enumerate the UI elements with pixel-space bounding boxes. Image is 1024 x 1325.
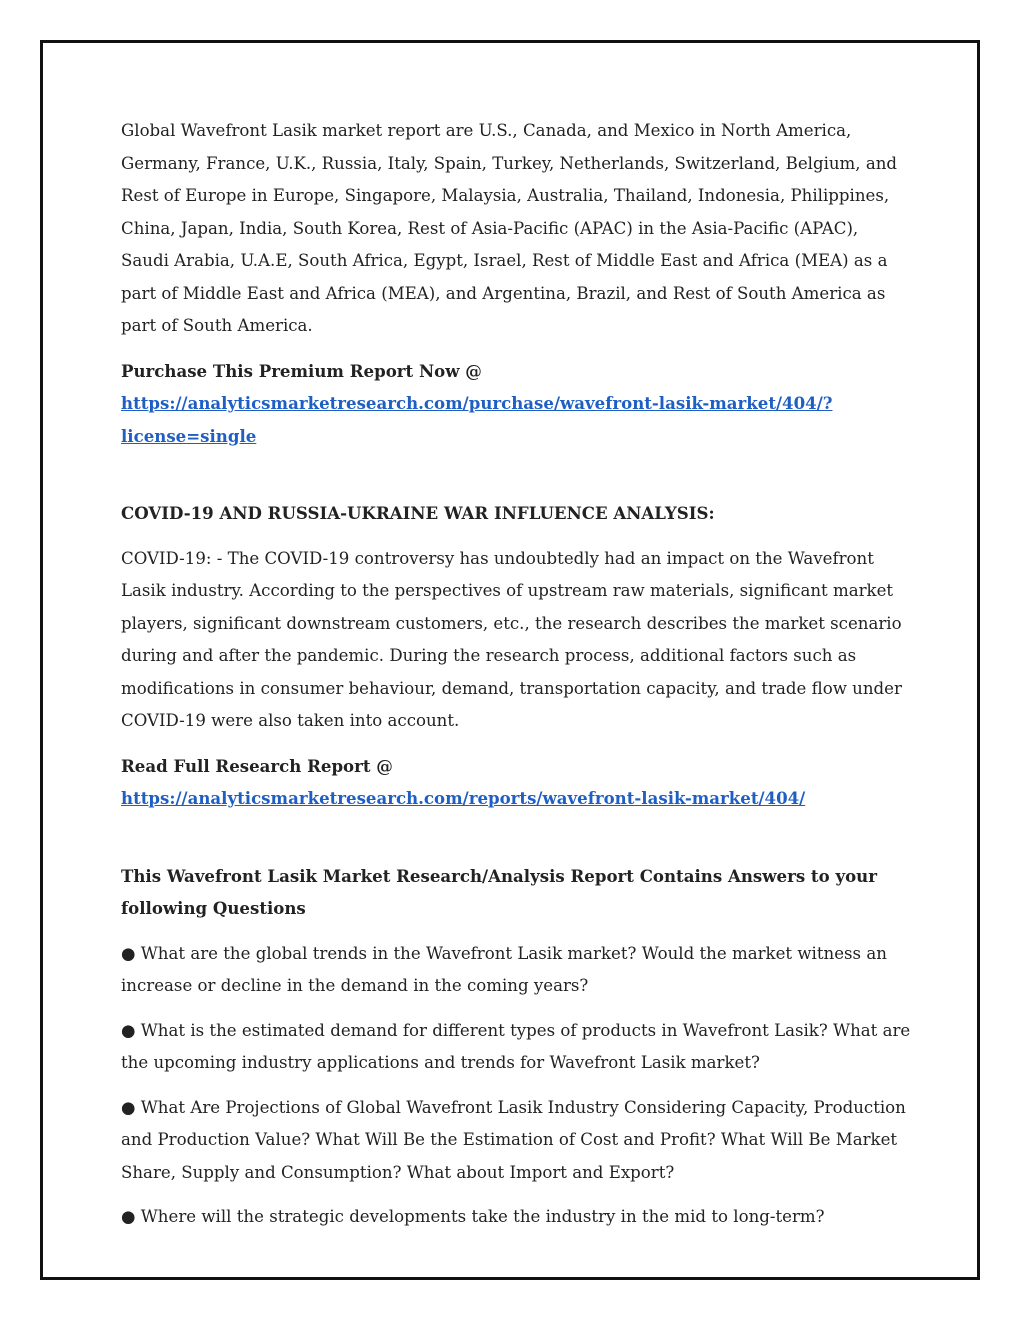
- purchase-link[interactable]: https://analyticsmarketresearch.com/purchase/wavefront-lasik-market/404/?license=single: [121, 393, 833, 446]
- read-full-link[interactable]: https://analyticsmarketresearch.com/reports/wavefront-lasik-market/404/: [121, 788, 806, 808]
- purchase-label: Purchase This Premium Report Now @: [121, 360, 482, 381]
- read-full-section: [121, 750, 911, 815]
- intro-paragraph: Global Wavefront Lasik market report are U.S., Canada, and Mexico in North America, Germany, France, U.K., Russia, Italy, Spain, Turkey, Netherlands, Switzerland, Belgium, and Rest of Europe in Europe, Singapore, Malaysia, Australia, Thailand, Indonesia, Philippines, China, Japan, India, South Korea, Rest of Asia-Pacific (APAC) in the Asia-Pacific (APAC), Saudi Arabia, U.A.E, South Africa, Egypt, Israel, Rest of Middle East and Africa (MEA) as a part of Middle East and Africa (MEA), and Argentina, Brazil, and Rest of South America as part of South America.: [121, 121, 898, 335]
- question-bullet-1: ● What are the global trends in the Wavefront Lasik market? Would the market witness an increase or decline in the demand in the coming years?: [121, 943, 887, 995]
- covid-heading: COVID-19 AND RUSSIA-UKRAINE WAR INFLUENCE ANALYSIS:: [121, 503, 715, 523]
- document-body: [121, 115, 911, 1246]
- covid-paragraph: COVID-19: - The COVID-19 controversy has undoubtedly had an impact on the Wavefront Lasik industry. According to the perspectives of upstream raw materials, significant market players, significant downstream customers, etc., the research describes the market scenario during and after the pandemic. During the research process, additional factors such as modifications in consumer behaviour, demand, transportation capacity, and trade flow under COVID-19 were also taken into account.: [121, 548, 902, 730]
- question-bullet-4: ● Where will the strategic developments take the industry in the mid to long-term?: [121, 1207, 825, 1226]
- read-full-label: Read Full Research Report @: [121, 755, 393, 776]
- question-bullet-3: ● What Are Projections of Global Wavefront Lasik Industry Considering Capacity, Production and Production Value? What Will Be the Estimation of Cost and Profit? What Will Be Market Share, Supply and Consumption? What about Import and Export?: [121, 1097, 906, 1182]
- purchase-section: [121, 355, 911, 453]
- questions-heading: This Wavefront Lasik Market Research/Analysis Report Contains Answers to your following Questions: [121, 865, 877, 918]
- question-bullet-2: ● What is the estimated demand for different types of products in Wavefront Lasik? What are the upcoming industry applications and trends for Wavefront Lasik market?: [121, 1020, 911, 1072]
